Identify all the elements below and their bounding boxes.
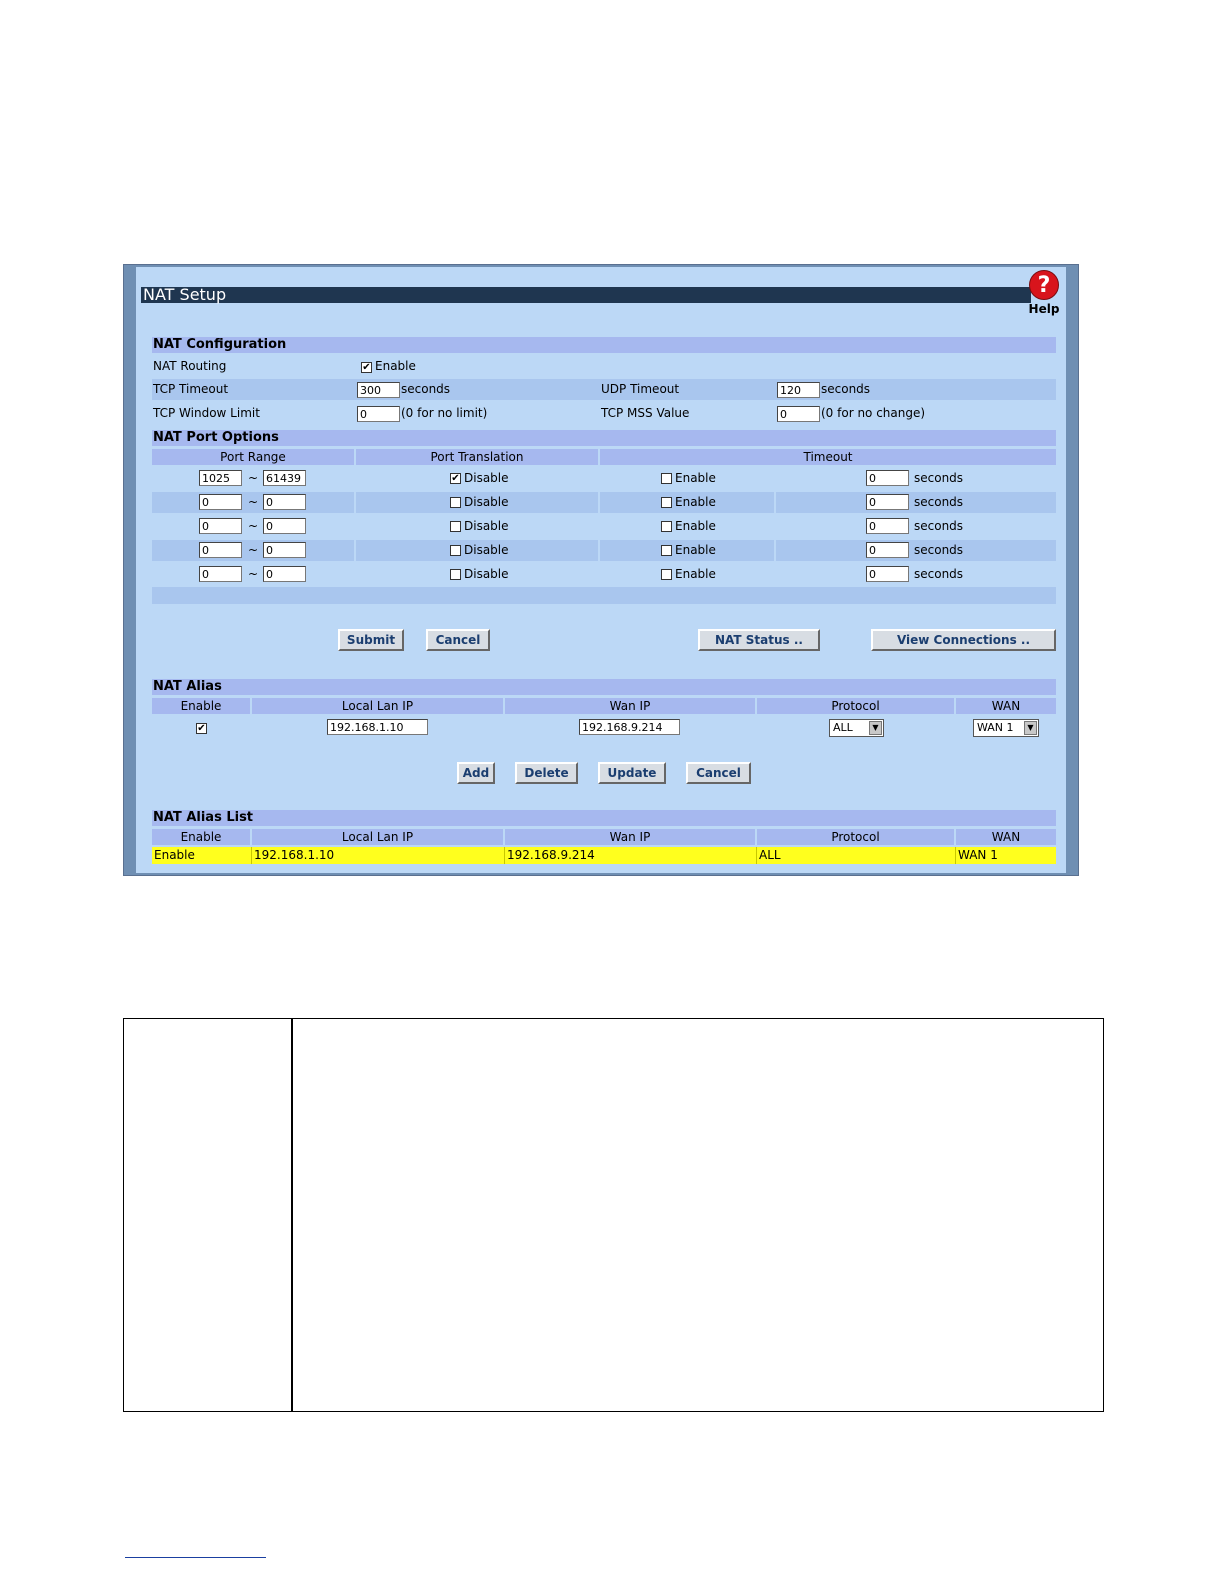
- timeout-enable-label: Enable: [675, 471, 716, 485]
- alias-header: [152, 698, 1056, 714]
- timeout-enable-label: Enable: [675, 519, 716, 533]
- tcp-timeout-unit: seconds: [401, 382, 451, 396]
- alias-list-header-local-ip: Local Lan IP: [252, 829, 503, 845]
- header-port-range: Port Range: [152, 449, 354, 465]
- port-translation-disable-label: Disable: [464, 495, 509, 509]
- udp-timeout-unit: seconds: [821, 382, 871, 396]
- port-range-from-input[interactable]: 1025: [199, 470, 242, 486]
- submit-button[interactable]: Submit: [338, 629, 404, 651]
- port-translation-disable-checkbox[interactable]: [450, 497, 461, 508]
- cancel-button[interactable]: Cancel: [426, 629, 490, 651]
- nat-routing-checkbox[interactable]: ✔: [362, 362, 371, 373]
- alias-enable-checkbox[interactable]: ✔: [197, 723, 206, 734]
- port-translation-disable-label: Disable: [464, 543, 509, 557]
- alias-input-row: [152, 717, 1056, 738]
- timeout-seconds-input[interactable]: 0: [866, 566, 909, 582]
- port-range-separator: ~: [248, 495, 259, 509]
- timeout-seconds-input[interactable]: 0: [866, 518, 909, 534]
- alias-wan-ip-input[interactable]: 192.168.9.214: [579, 719, 680, 735]
- timeout-enable-checkbox[interactable]: [661, 473, 672, 484]
- alias-protocol-value: ALL: [833, 721, 853, 734]
- port-option-row: [152, 516, 1056, 537]
- alias-local-ip-input[interactable]: 192.168.1.10: [327, 719, 428, 735]
- chevron-down-icon[interactable]: ▼: [869, 721, 882, 735]
- table-row[interactable]: [152, 847, 1056, 864]
- tcp-window-mss-row: [152, 403, 1056, 424]
- tcp-window-input[interactable]: 0: [357, 406, 400, 422]
- alias-list-enable: Enable: [152, 847, 252, 864]
- port-option-row: [152, 564, 1056, 585]
- port-translation-disable-checkbox[interactable]: [450, 569, 461, 580]
- alias-cancel-button[interactable]: Cancel: [686, 762, 751, 784]
- nat-routing-row: [152, 356, 1056, 377]
- document-table: [123, 1018, 1104, 1412]
- delete-button[interactable]: Delete: [515, 762, 578, 784]
- timeout-enable-checkbox[interactable]: [661, 497, 672, 508]
- timeout-seconds-input[interactable]: 0: [866, 470, 909, 486]
- timeout-seconds-label: seconds: [914, 567, 964, 581]
- header-port-translation: Port Translation: [356, 449, 598, 465]
- port-range-to-input[interactable]: 0: [263, 518, 306, 534]
- alias-wan-select[interactable]: [973, 719, 1039, 737]
- port-option-row: [152, 468, 1056, 489]
- help-label[interactable]: Help: [1028, 302, 1060, 316]
- port-range-from-input[interactable]: 0: [199, 518, 242, 534]
- port-option-row: [152, 492, 1056, 513]
- port-translation-disable-checkbox[interactable]: ✔: [451, 473, 460, 484]
- alias-header-protocol: Protocol: [757, 698, 954, 714]
- port-range-to-input[interactable]: 61439: [263, 470, 306, 486]
- port-range-separator: ~: [248, 567, 259, 581]
- port-options-footer-bar: [152, 587, 1056, 604]
- alias-header-local-ip: Local Lan IP: [252, 698, 503, 714]
- header-timeout: Timeout: [600, 449, 1056, 465]
- timeout-seconds-label: seconds: [914, 471, 964, 485]
- timeout-enable-label: Enable: [675, 567, 716, 581]
- port-range-from-input[interactable]: 0: [199, 494, 242, 510]
- port-range-separator: ~: [248, 543, 259, 557]
- tcp-mss-hint: (0 for no change): [821, 406, 926, 420]
- table-divider: [291, 1019, 293, 1411]
- alias-list-header-protocol: Protocol: [757, 829, 954, 845]
- alias-list-header-enable: Enable: [152, 829, 250, 845]
- port-range-to-input[interactable]: 0: [263, 566, 306, 582]
- alias-list-wan-ip: 192.168.9.214: [505, 847, 757, 864]
- view-connections-button[interactable]: View Connections ..: [871, 629, 1056, 651]
- timeout-enable-checkbox[interactable]: [661, 521, 672, 532]
- timeout-enable-checkbox[interactable]: [661, 569, 672, 580]
- timeout-seconds-label: seconds: [914, 519, 964, 533]
- nat-routing-label: NAT Routing: [153, 359, 227, 373]
- timeout-seconds-label: seconds: [914, 495, 964, 509]
- tcp-mss-label: TCP MSS Value: [601, 406, 690, 420]
- alias-list-protocol: ALL: [757, 847, 956, 864]
- update-button[interactable]: Update: [598, 762, 666, 784]
- alias-header-enable: Enable: [152, 698, 250, 714]
- port-range-from-input[interactable]: 0: [199, 566, 242, 582]
- port-translation-disable-checkbox[interactable]: [450, 521, 461, 532]
- section-nat-configuration: NAT Configuration: [152, 337, 1056, 353]
- timeout-seconds-label: seconds: [914, 543, 964, 557]
- alias-list-header: [152, 829, 1056, 845]
- tcp-window-label: TCP Window Limit: [153, 406, 260, 420]
- footnote-separator: [125, 1557, 266, 1558]
- port-range-separator: ~: [248, 471, 259, 485]
- port-translation-disable-label: Disable: [464, 471, 509, 485]
- port-translation-disable-checkbox[interactable]: [450, 545, 461, 556]
- port-range-to-input[interactable]: 0: [263, 542, 306, 558]
- chevron-down-icon[interactable]: ▼: [1024, 721, 1037, 735]
- alias-wan-value: WAN 1: [977, 721, 1014, 734]
- nat-setup-screenshot: [123, 264, 1079, 876]
- help-button[interactable]: [1026, 270, 1062, 316]
- alias-list-local-ip: 192.168.1.10: [252, 847, 505, 864]
- port-options-header: [152, 449, 1056, 465]
- alias-list-wan: WAN 1: [958, 848, 998, 862]
- port-range-from-input[interactable]: 0: [199, 542, 242, 558]
- alias-header-wan-ip: Wan IP: [505, 698, 755, 714]
- timeout-enable-label: Enable: [675, 543, 716, 557]
- section-nat-alias-list: NAT Alias List: [152, 810, 1056, 826]
- port-range-separator: ~: [248, 519, 259, 533]
- page-title: NAT Setup: [141, 287, 1031, 303]
- tcp-mss-input[interactable]: 0: [777, 406, 820, 422]
- tcp-timeout-input[interactable]: 300: [357, 382, 400, 398]
- timeout-seconds-input[interactable]: 0: [866, 494, 909, 510]
- alias-list-header-wan: WAN: [956, 829, 1056, 845]
- add-button[interactable]: Add: [457, 762, 495, 784]
- alias-protocol-select[interactable]: [829, 719, 884, 737]
- port-range-to-input[interactable]: 0: [263, 494, 306, 510]
- timeout-seconds-input[interactable]: 0: [866, 542, 909, 558]
- alias-header-wan: WAN: [956, 698, 1056, 714]
- alias-list-header-wan-ip: Wan IP: [505, 829, 755, 845]
- port-translation-disable-label: Disable: [464, 519, 509, 533]
- nat-setup-panel: [136, 267, 1066, 873]
- tcp-window-hint: (0 for no limit): [401, 406, 488, 420]
- udp-timeout-label: UDP Timeout: [601, 382, 680, 396]
- section-nat-alias: NAT Alias: [152, 679, 1056, 695]
- section-nat-port-options: NAT Port Options: [152, 430, 1056, 446]
- nat-routing-enable-label: Enable: [375, 359, 416, 373]
- port-option-row: [152, 540, 1056, 561]
- port-translation-disable-label: Disable: [464, 567, 509, 581]
- nat-status-button[interactable]: NAT Status ..: [698, 629, 820, 651]
- timeout-enable-label: Enable: [675, 495, 716, 509]
- timeout-enable-checkbox[interactable]: [661, 545, 672, 556]
- tcp-timeout-label: TCP Timeout: [153, 382, 229, 396]
- udp-timeout-input[interactable]: 120: [777, 382, 820, 398]
- help-icon[interactable]: ?: [1029, 270, 1059, 300]
- tcp-udp-timeout-row: [152, 379, 1056, 400]
